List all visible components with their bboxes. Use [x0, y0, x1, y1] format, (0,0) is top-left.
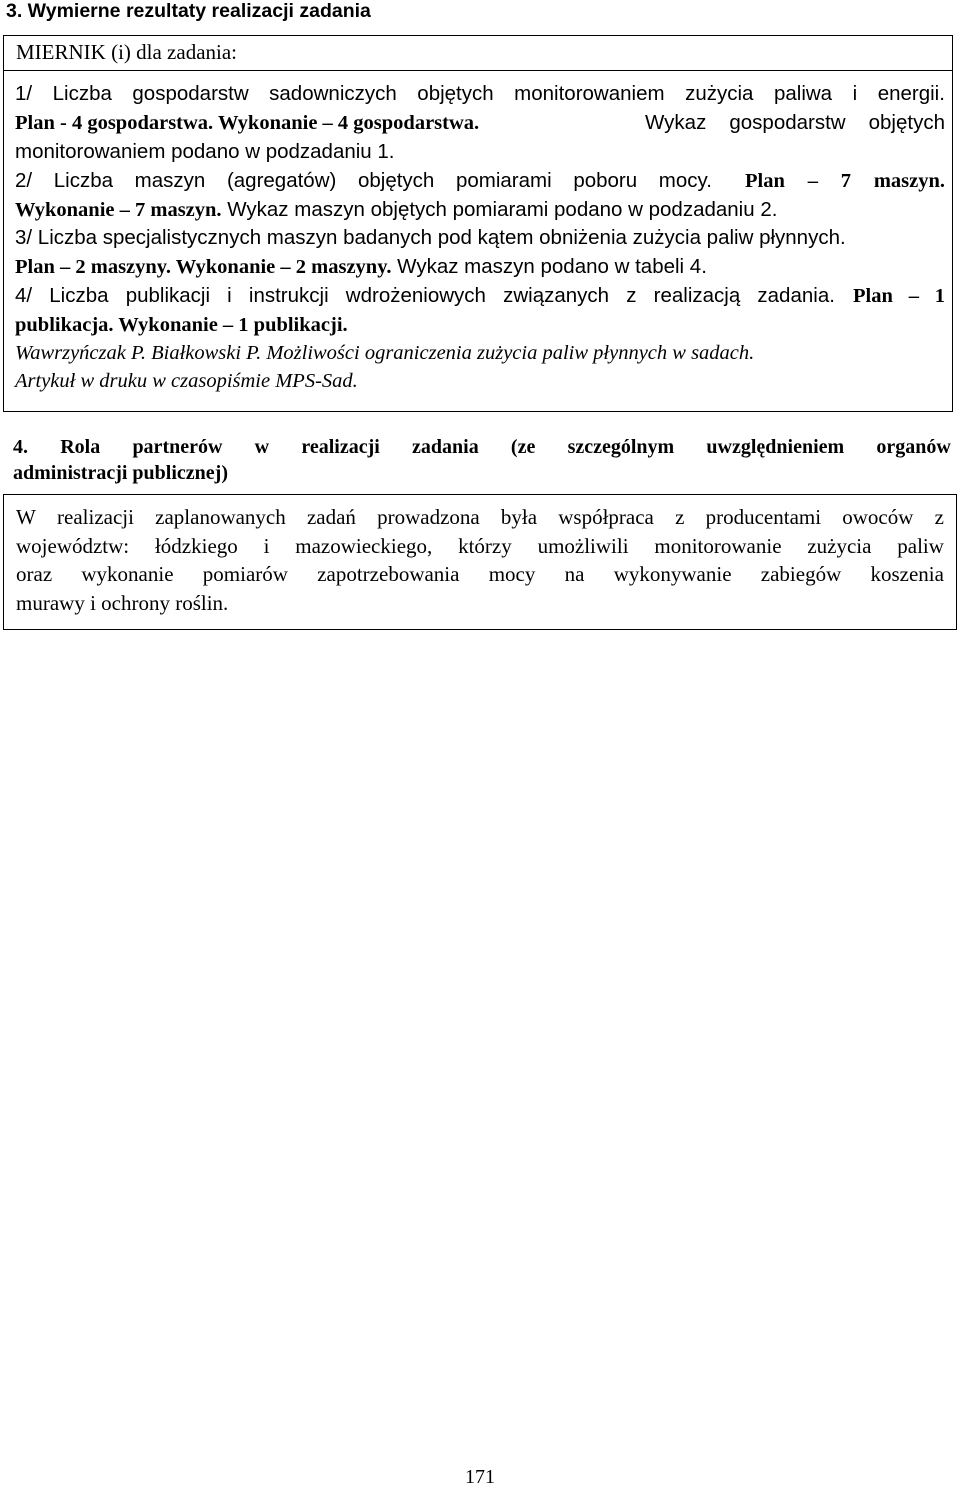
word: mazowieckiego, [295, 534, 433, 558]
item-2-line-1 [15, 169, 945, 193]
word: 2/ [15, 169, 33, 192]
word: którzy [458, 534, 512, 558]
word: Plan [853, 285, 893, 307]
word: poboru [573, 169, 638, 192]
partners-text-line-2 [16, 532, 944, 560]
word: pomiarów [202, 562, 288, 586]
word: owoców [842, 505, 914, 529]
word: – [908, 285, 919, 307]
partners-text-line-1 [16, 503, 944, 531]
word: Rola [60, 436, 101, 458]
item-2-line-2 [15, 198, 777, 222]
word: objętych [357, 169, 435, 192]
word: z [675, 505, 685, 529]
word: 1 [934, 285, 945, 307]
item-1-line-1 [15, 82, 945, 106]
word: zadania. [757, 284, 835, 307]
publication-citation-line-2: Artykuł w druku w czasopiśmie MPS-Sad. [15, 370, 358, 392]
word: paliwa [773, 82, 833, 105]
word: maszyn [134, 169, 206, 192]
word: monitorowanie [654, 534, 782, 558]
word: 4. [13, 436, 28, 458]
item-2-list-ref: Wykaz maszyn objętych pomiarami podano w podzadaniu 2. [221, 198, 778, 221]
word: 4/ [15, 284, 33, 307]
word: oraz [16, 562, 53, 586]
word: wdrożeniowych [345, 284, 486, 307]
word: gospodarstw [132, 82, 249, 105]
word: producentami [705, 505, 822, 529]
word: W [16, 505, 36, 529]
item-3-plan-result: Plan – 2 maszyny. Wykonanie – 2 maszyny. [15, 256, 392, 278]
item-1-line-2 [15, 111, 945, 135]
item-3-list-ref: Wykaz maszyn podano w tabeli 4. [391, 255, 707, 278]
word: z [626, 284, 637, 307]
word: i [852, 82, 858, 105]
item-4-description [15, 284, 835, 308]
item-2-result: Wykonanie – 7 maszyn. [15, 199, 222, 221]
word: uwzględnieniem [706, 436, 845, 458]
word: Plan [745, 170, 785, 192]
word: 1/ [15, 82, 33, 105]
word: paliw [897, 534, 944, 558]
word: Liczba [52, 82, 112, 105]
item-4-plan [853, 284, 945, 308]
word: i [263, 534, 270, 558]
word: maszyn. [873, 170, 945, 192]
word: objętych [868, 111, 945, 134]
word: wykonanie [81, 562, 174, 586]
word: Liczba [49, 284, 109, 307]
indicator-box-title: MIERNIK (i) dla zadania: [16, 40, 238, 64]
word: mocy. [658, 169, 712, 192]
partners-text-line-3 [16, 560, 944, 588]
word: sadowniczych [269, 82, 397, 105]
word: zabiegów [760, 562, 842, 586]
word: związanych [503, 284, 610, 307]
publication-citation-line-1: Wawrzyńczak P. Białkowski P. Możliwości ograniczenia zużycia paliw płynnych w sadach. [15, 342, 755, 364]
word: realizacji [57, 505, 134, 529]
word: zużycia [807, 534, 872, 558]
word: była [500, 505, 538, 529]
word: zużycia [685, 82, 754, 105]
word: zapotrzebowania [317, 562, 460, 586]
word: z [934, 505, 944, 529]
word: współpraca [558, 505, 654, 529]
word: 7 [840, 170, 851, 192]
word: Wykaz [645, 111, 707, 134]
item-1-plan: Plan - 4 gospodarstwa. Wykonanie – 4 gospodarstwa. [15, 112, 480, 134]
item-1-line-3: monitorowaniem podano w podzadaniu 1. [15, 140, 395, 163]
word: i [227, 284, 232, 307]
word: Liczba [53, 169, 114, 192]
word: realizacji [301, 436, 380, 458]
word: zadania [412, 436, 479, 458]
item-3-line-2 [15, 255, 707, 279]
indicator-box-divider [4, 70, 952, 71]
word: wykonywanie [613, 562, 732, 586]
word: gospodarstw [729, 111, 846, 134]
word: koszenia [870, 562, 944, 586]
page-number: 171 [465, 1466, 495, 1488]
word: – [807, 170, 818, 192]
word: na [564, 562, 585, 586]
item-2-description [15, 169, 712, 193]
word: prowadzona [377, 505, 480, 529]
word: szczególnym [567, 436, 675, 458]
word: zaplanowanych [155, 505, 286, 529]
word: objętych [417, 82, 494, 105]
item-1-list-ref [645, 111, 945, 135]
word: organów [876, 436, 951, 458]
item-4-result: publikacja. Wykonanie – 1 publikacji. [15, 314, 348, 336]
section-4-heading-line-1 [13, 435, 951, 459]
word: zadań [306, 505, 356, 529]
item-2-plan [745, 169, 945, 193]
indicator-box [3, 35, 953, 412]
word: monitorowaniem [514, 82, 665, 105]
word: w [254, 436, 270, 458]
word: energii. [877, 82, 945, 105]
word: (agregatów) [226, 169, 337, 192]
section-4-heading [13, 435, 951, 487]
word: partnerów [132, 436, 223, 458]
word: umożliwili [537, 534, 629, 558]
word: województw: [16, 534, 130, 558]
word: mocy [488, 562, 536, 586]
word: (ze [510, 436, 536, 458]
word: łódzkiego [154, 534, 238, 558]
word: realizacją [653, 284, 741, 307]
item-4-line-1 [15, 284, 945, 308]
word: publikacji [125, 284, 211, 307]
word: pomiarami [455, 169, 552, 192]
section-3-heading: 3. Wymierne rezultaty realizacji zadania [6, 0, 371, 22]
word: instrukcji [248, 284, 329, 307]
section-4-heading-line-2: administracji publicznej) [13, 462, 228, 484]
partners-text-line-4: murawy i ochrony roślin. [16, 591, 229, 615]
item-3-line-1: 3/ Liczba specjalistycznych maszyn badanych pod kątem obniżenia zużycia paliw płynnych. [15, 226, 846, 249]
partners-box [3, 494, 957, 630]
